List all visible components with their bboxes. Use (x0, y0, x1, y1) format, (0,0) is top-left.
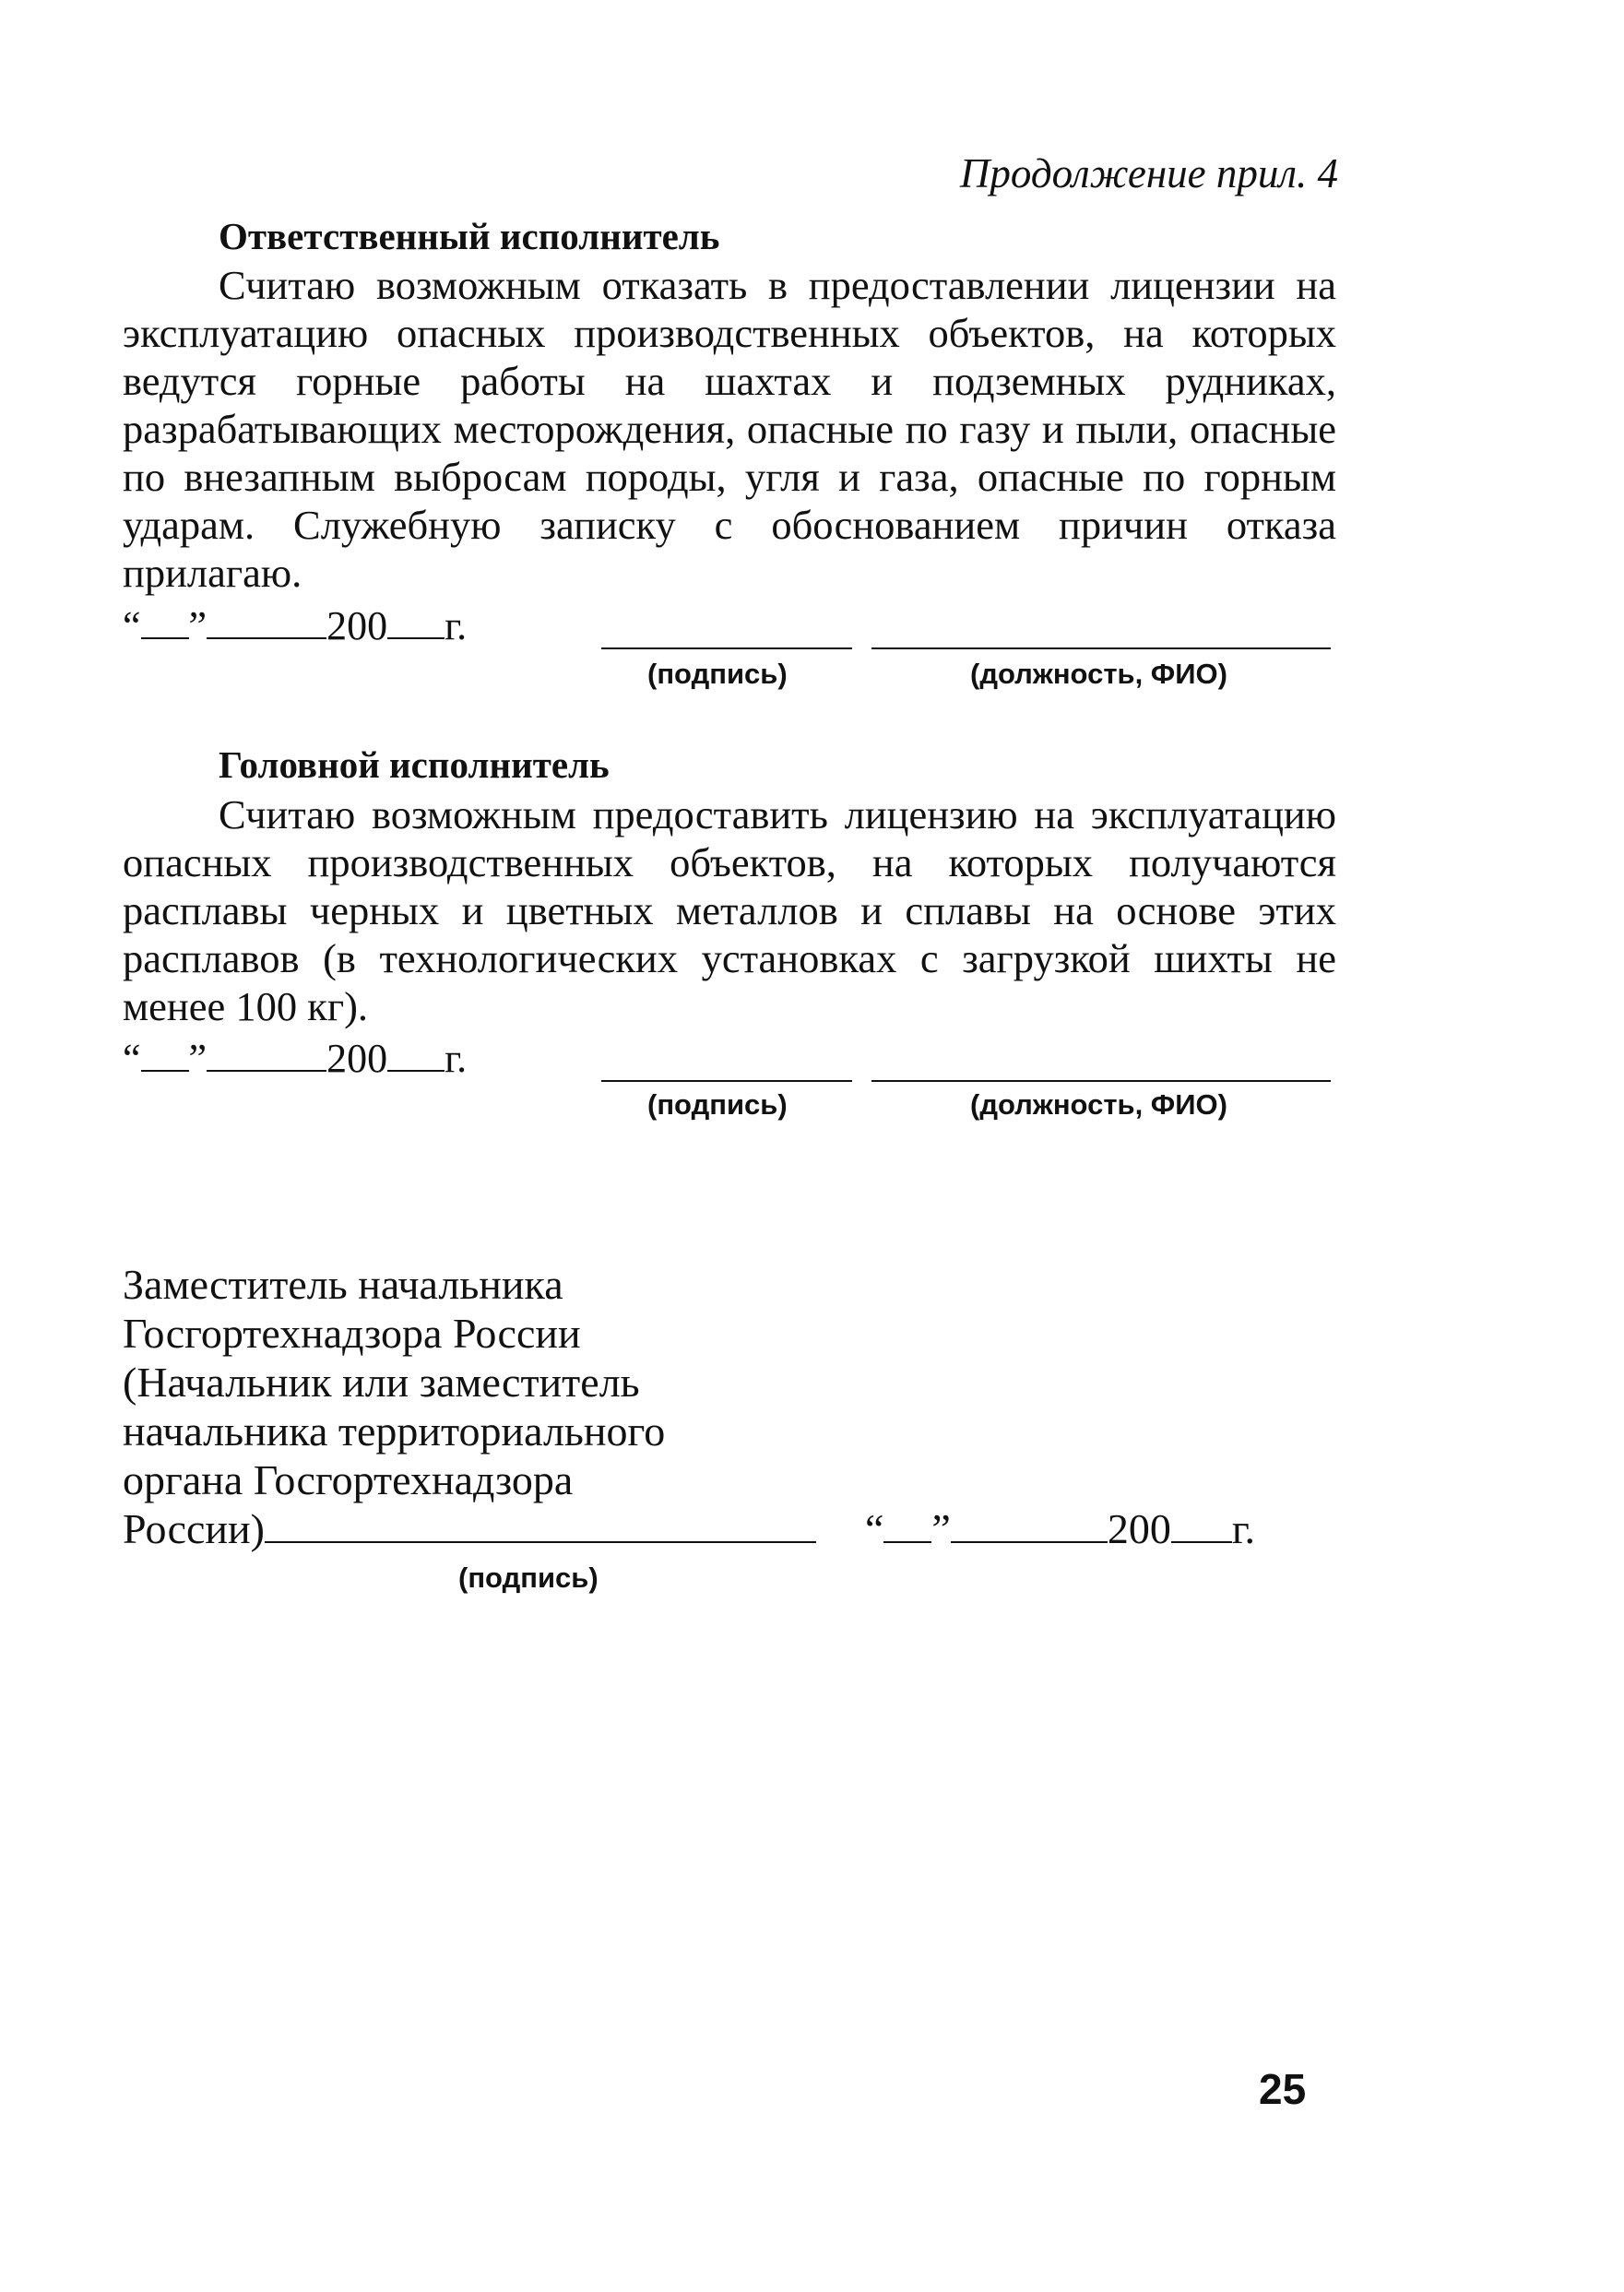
section2-sign-hint: (подпись) (647, 1088, 788, 1121)
section2-paragraph (123, 790, 1336, 1030)
section1-position-hint: (должность, ФИО) (970, 658, 1227, 690)
approval-date-suffix: г. (1231, 1505, 1256, 1552)
section2-signature-line (601, 1047, 852, 1082)
section1-position-line (871, 614, 1331, 649)
section2-position-hint: (должность, ФИО) (970, 1088, 1227, 1121)
section2-date-row: “ ” 200 г. (123, 1036, 468, 1081)
approval-title (123, 1260, 787, 1504)
section1-signature-line (601, 614, 852, 649)
approval-date-row: “ ” 200 г. (865, 1505, 1256, 1552)
section1-heading: Ответственный исполнитель (219, 215, 720, 257)
page-number: 25 (1259, 2065, 1307, 2113)
section1-date-row: “ ” 200 г. (123, 603, 468, 648)
approval-title-line: (Начальник или заместитель (123, 1359, 640, 1406)
approval-title-line: Госгортехнадзора России (123, 1310, 581, 1357)
section2-paragraph-text: Считаю возможным предоставить лицензию на эксплуатацию опасных производственных объектов, на которых получаются расплавы черных и цветных металлов и сплавы на основе этих расплавов (в технологических установках с загрузкой шихты не менее 100 кг). (123, 791, 1336, 1029)
section2-date-year: 200 (326, 1036, 388, 1081)
section2-heading: Головной исполнитель (219, 743, 610, 786)
approval-last-line: России) (123, 1505, 265, 1552)
section1-paragraph (123, 261, 1336, 597)
approval-signature-line (265, 1508, 816, 1543)
section1-date-year: 200 (326, 603, 388, 648)
section1-sign-hint: (подпись) (647, 658, 788, 690)
approval-date-year: 200 (1107, 1505, 1171, 1552)
continuation-note: Продолжение прил. 4 (959, 150, 1338, 196)
approval-sign-hint: (подпись) (458, 1562, 599, 1594)
approval-title-line: начальника территориального (123, 1407, 666, 1455)
section1-date-suffix: г. (445, 603, 468, 648)
approval-title-line: Заместитель начальника (123, 1261, 563, 1308)
section1-paragraph-text: Считаю возможным отказать в предоставлении лицензии на эксплуатацию опасных производственных объектов, на которых ведутся горные работы на шахтах и подземных рудниках, разрабатывающих месторождения, опасные по газу и пыли, опасные по внезапным выбросам породы, угля и газа, опасные по горным ударам. Служебную записку с обоснованием причин отказа прилагаю. (123, 262, 1336, 596)
approval-signature-row (123, 1504, 816, 1553)
section2-date-suffix: г. (445, 1036, 468, 1081)
approval-title-line: органа Госгортехнадзора (123, 1456, 574, 1503)
section2-position-line (871, 1047, 1331, 1082)
